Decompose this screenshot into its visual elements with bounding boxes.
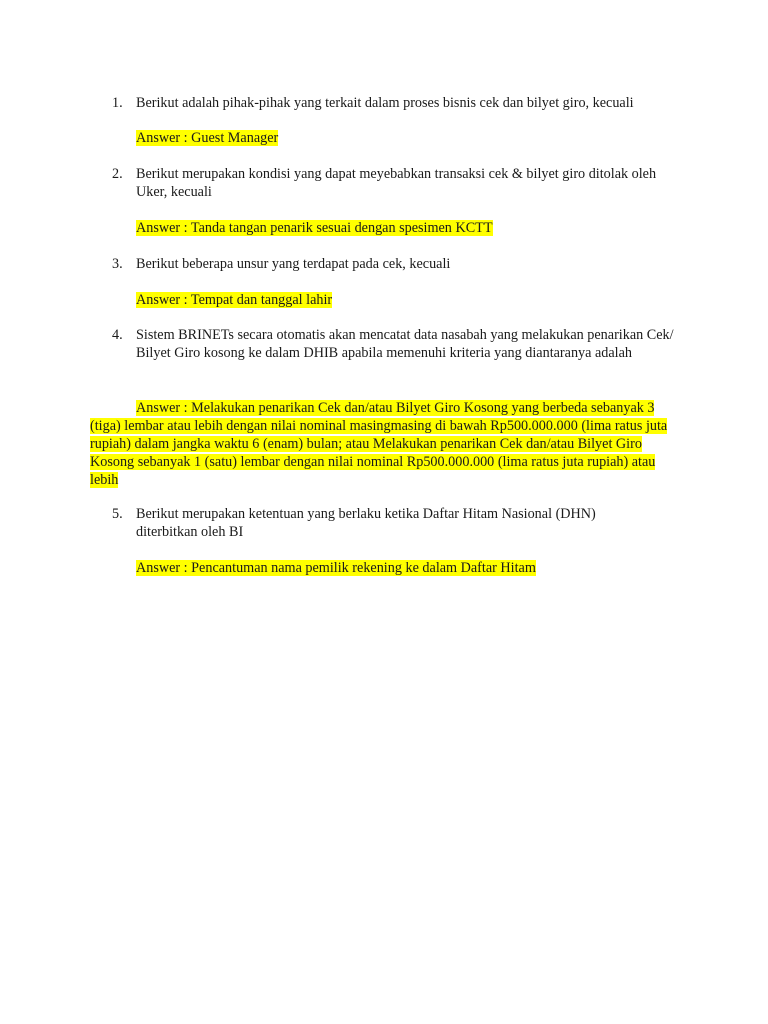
question-text: Berikut beberapa unsur yang terdapat pada cek, kecuali (136, 256, 451, 272)
question-text: Berikut merupakan kondisi yang dapat meyebabkan transaksi cek & bilyet giro ditolak oleh Uker, kecuali (136, 166, 657, 200)
question-2 (112, 165, 671, 201)
question-number: 5. (112, 506, 123, 522)
question-1 (112, 94, 681, 112)
question-text: Berikut adalah pihak-pihak yang terkait dalam proses bisnis cek dan bilyet giro, kecuali (136, 95, 634, 111)
answer-text: Answer : Tanda tangan penarik sesuai dengan spesimen KCTT (136, 220, 493, 236)
answer-text: Answer : Guest Manager (136, 130, 279, 146)
answer-text: Answer : Melakukan penarikan Cek dan/atau Bilyet Giro Kosong yang berbeda sebanyak 3 (tiga) lembar atau lebih dengan nilai nominal masingmasing di bawah Rp500.000.000 (lima ratus juta rupiah) dalam jangka waktu 6 (enam) bulan; atau Melakukan penarikan Cek dan/atau Bilyet Giro Kosong sebanyak 1 (satu) lembar dengan nilai nominal Rp500.000.000 (lima ratus juta rupiah) atau lebih (90, 400, 668, 488)
question-text: Berikut merupakan ketentuan yang berlaku ketika Daftar Hitam Nasional (DHN) diterbitkan oleh BI (136, 506, 596, 540)
question-number: 1. (112, 95, 123, 111)
question-number: 2. (112, 166, 123, 182)
question-number: 4. (112, 327, 123, 343)
question-3 (112, 255, 681, 273)
answer-text: Answer : Tempat dan tanggal lahir (136, 292, 333, 308)
question-number: 3. (112, 256, 123, 272)
answer-1 (136, 129, 278, 147)
question-5 (112, 505, 656, 541)
question-4 (112, 326, 684, 362)
answer-5 (136, 559, 536, 577)
answer-3 (136, 291, 332, 309)
question-text: Sistem BRINETs secara otomatis akan mencatat data nasabah yang melakukan penarikan Cek/ Bilyet Giro kosong ke dalam DHIB apabila memenuhi kriteria yang diantaranya adalah (136, 327, 674, 361)
answer-2 (136, 219, 493, 237)
answer-4 (90, 399, 680, 489)
answer-text: Answer : Pencantuman nama pemilik rekening ke dalam Daftar Hitam (136, 560, 536, 576)
